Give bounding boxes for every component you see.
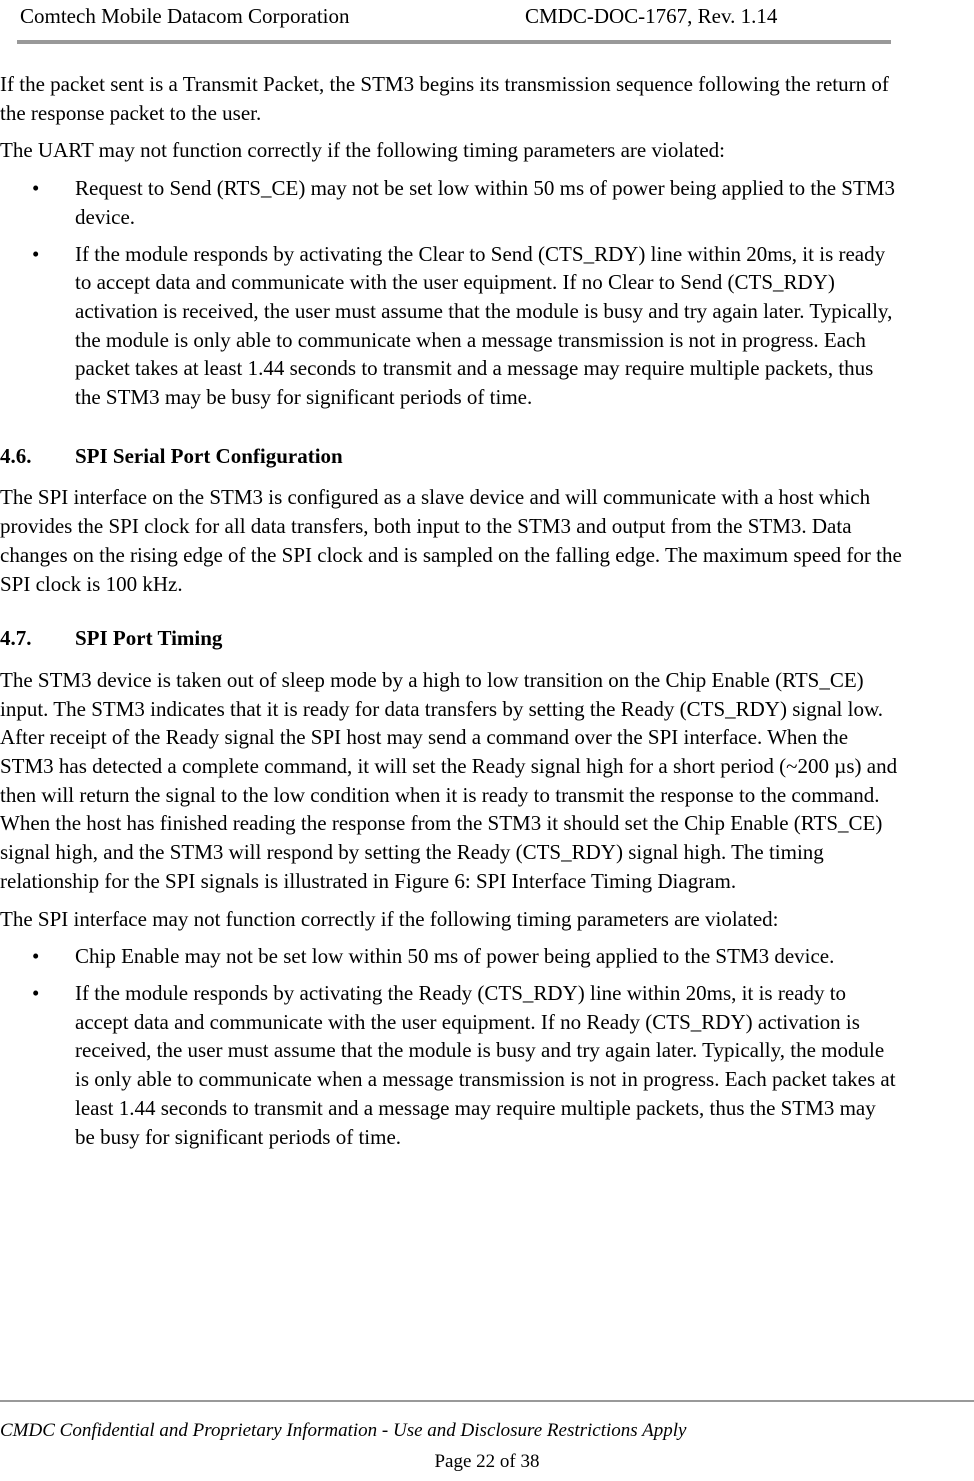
header-company: Comtech Mobile Datacom Corporation [20, 4, 350, 28]
page-header [0, 0, 974, 48]
uart-timing-list [0, 174, 974, 412]
list-item-text: Chip Enable may not be set low within 50 ms of power being applied to the STM3 device. [75, 944, 835, 969]
list-item-text: Request to Send (RTS_CE) may not be set low within 50 ms of power being applied to the STM3 device. [75, 176, 895, 229]
spi-timing-paragraph-2: The SPI interface may not function correctly if the following timing parameters are violated: [0, 906, 779, 931]
bullet-icon: • [32, 176, 40, 201]
header-divider [17, 40, 891, 44]
footer-divider [0, 1400, 974, 1402]
intro-paragraph-1: If the packet sent is a Transmit Packet, the STM3 begins its transmission sequence following the return of the response packet to the user. [0, 72, 889, 125]
bullet-icon: • [32, 944, 40, 969]
spi-config-paragraph: The SPI interface on the STM3 is configured as a slave device and will communicate with a host which provides the SPI clock for all data transfers, both input to the STM3 and output from the STM3. Data changes on the rising edge of the SPI clock and is sampled on the falling edge. The maximum speed for the SPI clock is 100 kHz. [0, 485, 902, 596]
section-heading-4-7 [0, 624, 974, 653]
page-number: Page 22 of 38 [434, 1451, 540, 1472]
spi-timing-list [0, 942, 974, 1151]
list-item [0, 174, 974, 231]
list-item [0, 979, 974, 1151]
list-item-text: If the module responds by activating the Ready (CTS_RDY) line within 20ms, it is ready to accept data and communicate with the user equipment. If no Ready (CTS_RDY) activation is received, the user must assume that the module is busy and try again later. Typically, the module is only able to communicate when a message transmission is not in progress. Each packet takes at least 1.44 seconds to transmit and a message may require multiple packets, thus the STM3 may be busy for significant periods of time. [75, 980, 896, 1149]
header-doc-id: CMDC-DOC-1767, Rev. 1.14 [525, 4, 778, 28]
bullet-icon: • [32, 980, 40, 1005]
section-title: SPI Serial Port Configuration [75, 443, 343, 468]
section-number: 4.6. [0, 443, 32, 468]
list-item-text: If the module responds by activating the Clear to Send (CTS_RDY) line within 20ms, it is ready to accept data and communicate with the user equipment. If no Clear to Send (CTS_RDY) activation is received, the user must assume that the module is busy and try again later. Typically, the module is only able to communicate when a message transmission is not in progress. Each packet takes at least 1.44 seconds to transmit and a message may require multiple packets, thus the STM3 may be busy for significant periods of time. [75, 241, 893, 410]
intro-paragraph-2: The UART may not function correctly if the following timing parameters are violated: [0, 138, 725, 163]
document-body [0, 70, 974, 1160]
bullet-icon: • [32, 241, 40, 266]
footer-confidentiality-notice: CMDC Confidential and Proprietary Information - Use and Disclosure Restrictions Apply [0, 1420, 687, 1441]
spi-timing-paragraph-1: The STM3 device is taken out of sleep mode by a high to low transition on the Chip Enable (RTS_CE) input. The STM3 indicates that it is ready for data transfers by setting the Ready (CTS_RDY) signal low. After receipt of the Ready signal the SPI host may send a command over the SPI interface. When the STM3 has detected a complete command, it will set the Ready signal high for a short period (~200 µs) and then will return the signal to the low condition when it is ready to transmit the response to the command. When the host has finished reading the response from the STM3 it should set the Chip Enable (RTS_CE) signal high, and the STM3 will respond by setting the Ready (CTS_RDY) signal high. The timing relationship for the SPI signals is illustrated in Figure 6: SPI Interface Timing Diagram. [0, 667, 898, 893]
section-number: 4.7. [0, 626, 32, 651]
list-item [0, 240, 974, 412]
list-item [0, 942, 974, 971]
section-title: SPI Port Timing [75, 626, 223, 651]
section-heading-4-6 [0, 442, 974, 471]
page-footer [0, 1398, 974, 1481]
